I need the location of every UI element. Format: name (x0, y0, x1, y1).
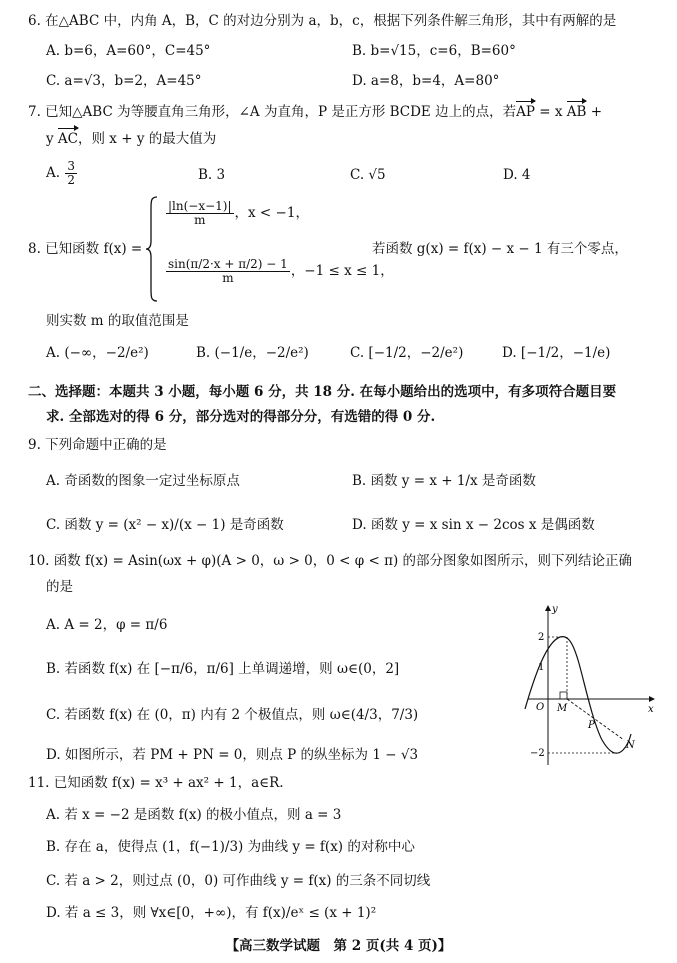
q8-condition: 若函数 g(x) = f(x) − x − 1 有三个零点， (372, 241, 628, 257)
q11-option-a: A. 若 x = −2 是函数 f(x) 的极小值点，则 a = 3 (46, 807, 342, 823)
q7-a-den: 2 (67, 173, 75, 187)
q8-piece-2-num: sin(π/2·x + π/2) − 1 (168, 257, 288, 271)
tick-label-neg2: −2 (530, 748, 545, 759)
q7-eq-x: = x (534, 104, 567, 120)
q9-option-b: B. 函数 y = x + 1/x 是奇函数 (352, 473, 536, 489)
q8-option-b: B. (−1/e，−2/e²) (196, 345, 309, 361)
q10-function-graph (520, 600, 660, 770)
vector-ac: AC (57, 131, 79, 147)
q8-piece-2 (165, 258, 394, 285)
q8-piece-1-cond: ，x < −1， (234, 205, 309, 221)
vector-ab: AB (566, 104, 587, 120)
q7-option-a (46, 160, 78, 187)
q8-option-c: C. [−1/2，−2/e²) (350, 345, 464, 361)
q7-option-b: B. 3 (198, 167, 226, 183)
q7-option-d: D. 4 (503, 167, 531, 183)
q10-option-a: A. A = 2，φ = π/6 (46, 617, 168, 633)
q10-option-d: D. 如图所示，若 PM + PN = 0，则点 P 的纵坐标为 1 − √3 (46, 747, 419, 763)
q8-option-d: D. [−1/2，−1/e) (502, 345, 611, 361)
q7-a-num: 3 (67, 159, 75, 173)
q9-stem: 9. 下列命题中正确的是 (28, 437, 167, 453)
q6-option-b: B. b=√15，c=6，B=60° (352, 43, 516, 59)
point-p-label: P (588, 720, 595, 731)
point-m-label: M (557, 703, 568, 714)
q8-piece-2-den: m (222, 271, 234, 285)
q8-option-a: A. (−∞，−2/e²) (46, 345, 149, 361)
q10-option-c: C. 若函数 f(x) 在 (0，π) 内有 2 个极值点，则 ω∈(4/3，7/3) (46, 707, 419, 723)
y-axis-label: y (552, 604, 558, 615)
q11-option-b: B. 存在 a，使得点 (1，f(−1)/3) 为曲线 y = f(x) 的对称中心 (46, 839, 415, 855)
q11-option-c: C. 若 a > 2，则过点 (0，0) 可作曲线 y = f(x) 的三条不同切线 (46, 873, 431, 889)
q7-stem-rest: ，则 x + y 的最大值为 (78, 131, 217, 147)
q8-piece-2-fraction (166, 258, 290, 285)
q7-option-a-fraction (65, 160, 77, 187)
section-2-header-line2: 求. 全部选对的得 6 分，部分选对的得部分分，有选错的得 0 分. (46, 409, 436, 425)
q7-stem-line2 (46, 130, 216, 148)
tick-label-1: 1 (538, 662, 545, 673)
q8-ask: 则实数 m 的取值范围是 (46, 313, 189, 329)
x-axis-label: x (648, 704, 654, 715)
q10-stem-line1: 10. 函数 f(x) = Asin(ωx + φ)(A > 0，ω > 0，0 < φ < π) 的部分图象如图所示，则下列结论正确 (28, 553, 633, 569)
sine-curve (525, 637, 631, 754)
q8-piece-1 (165, 200, 309, 227)
vector-ap: AP (516, 104, 535, 120)
q6-option-c: C. a=√3，b=2，A=45° (46, 73, 202, 89)
left-brace-icon (145, 195, 159, 303)
q6-option-d: D. a=8，b=4，A=80° (352, 73, 500, 89)
q8-piece-1-fraction (166, 200, 234, 227)
q7-plus: + (586, 104, 603, 120)
q9-option-d: D. 函数 y = x sin x − 2cos x 是偶函数 (352, 517, 595, 533)
point-n-label: N (626, 740, 635, 751)
q11-stem: 11. 已知函数 f(x) = x³ + ax² + 1，a∈R. (28, 775, 284, 791)
q7-stem-line1 (28, 103, 602, 121)
q9-option-a: A. 奇函数的图象一定过坐标原点 (46, 473, 240, 489)
origin-label: O (536, 702, 545, 713)
q6-option-a: A. b=6，A=60°，C=45° (46, 43, 211, 59)
q6-stem: 6. 在△ABC 中，内角 A，B，C 的对边分别为 a，b，c，根据下列条件解三角形，其中有两解的是 (28, 13, 617, 29)
q7-option-a-label: A. (46, 165, 61, 181)
q8-piece-1-num: |ln(−x−1)| (168, 199, 232, 213)
page-footer: 【高三数学试题 第 2 页(共 4 页)】 (225, 938, 452, 954)
q10-option-b: B. 若函数 f(x) 在 [−π/6，π/6] 上单调递增，则 ω∈(0，2] (46, 661, 400, 677)
q8-piece-2-cond: ，−1 ≤ x ≤ 1， (290, 263, 394, 279)
q7-y: y (46, 131, 58, 147)
q9-option-c: C. 函数 y = (x² − x)/(x − 1) 是奇函数 (46, 517, 284, 533)
q8-intro: 8. 已知函数 f(x) = (28, 241, 143, 257)
tick-label-2: 2 (538, 632, 545, 643)
right-angle-mark (560, 692, 567, 699)
q8-piece-1-den: m (194, 213, 206, 227)
section-2-header-line1: 二、选择题：本题共 3 小题，每小题 6 分，共 18 分. 在每小题给出的选项中，有多项符合题目要 (28, 384, 617, 400)
q7-stem-text: 7. 已知△ABC 为等腰直角三角形，∠A 为直角，P 是正方形 BCDE 边上的点，若 (28, 104, 517, 120)
q11-option-d: D. 若 a ≤ 3，则 ∀x∈[0，+∞)，有 f(x)/eˣ ≤ (x + 1)² (46, 905, 377, 921)
q10-stem-line2: 的是 (46, 579, 73, 595)
q7-option-c: C. √5 (350, 167, 386, 183)
segment-mn (567, 699, 624, 740)
